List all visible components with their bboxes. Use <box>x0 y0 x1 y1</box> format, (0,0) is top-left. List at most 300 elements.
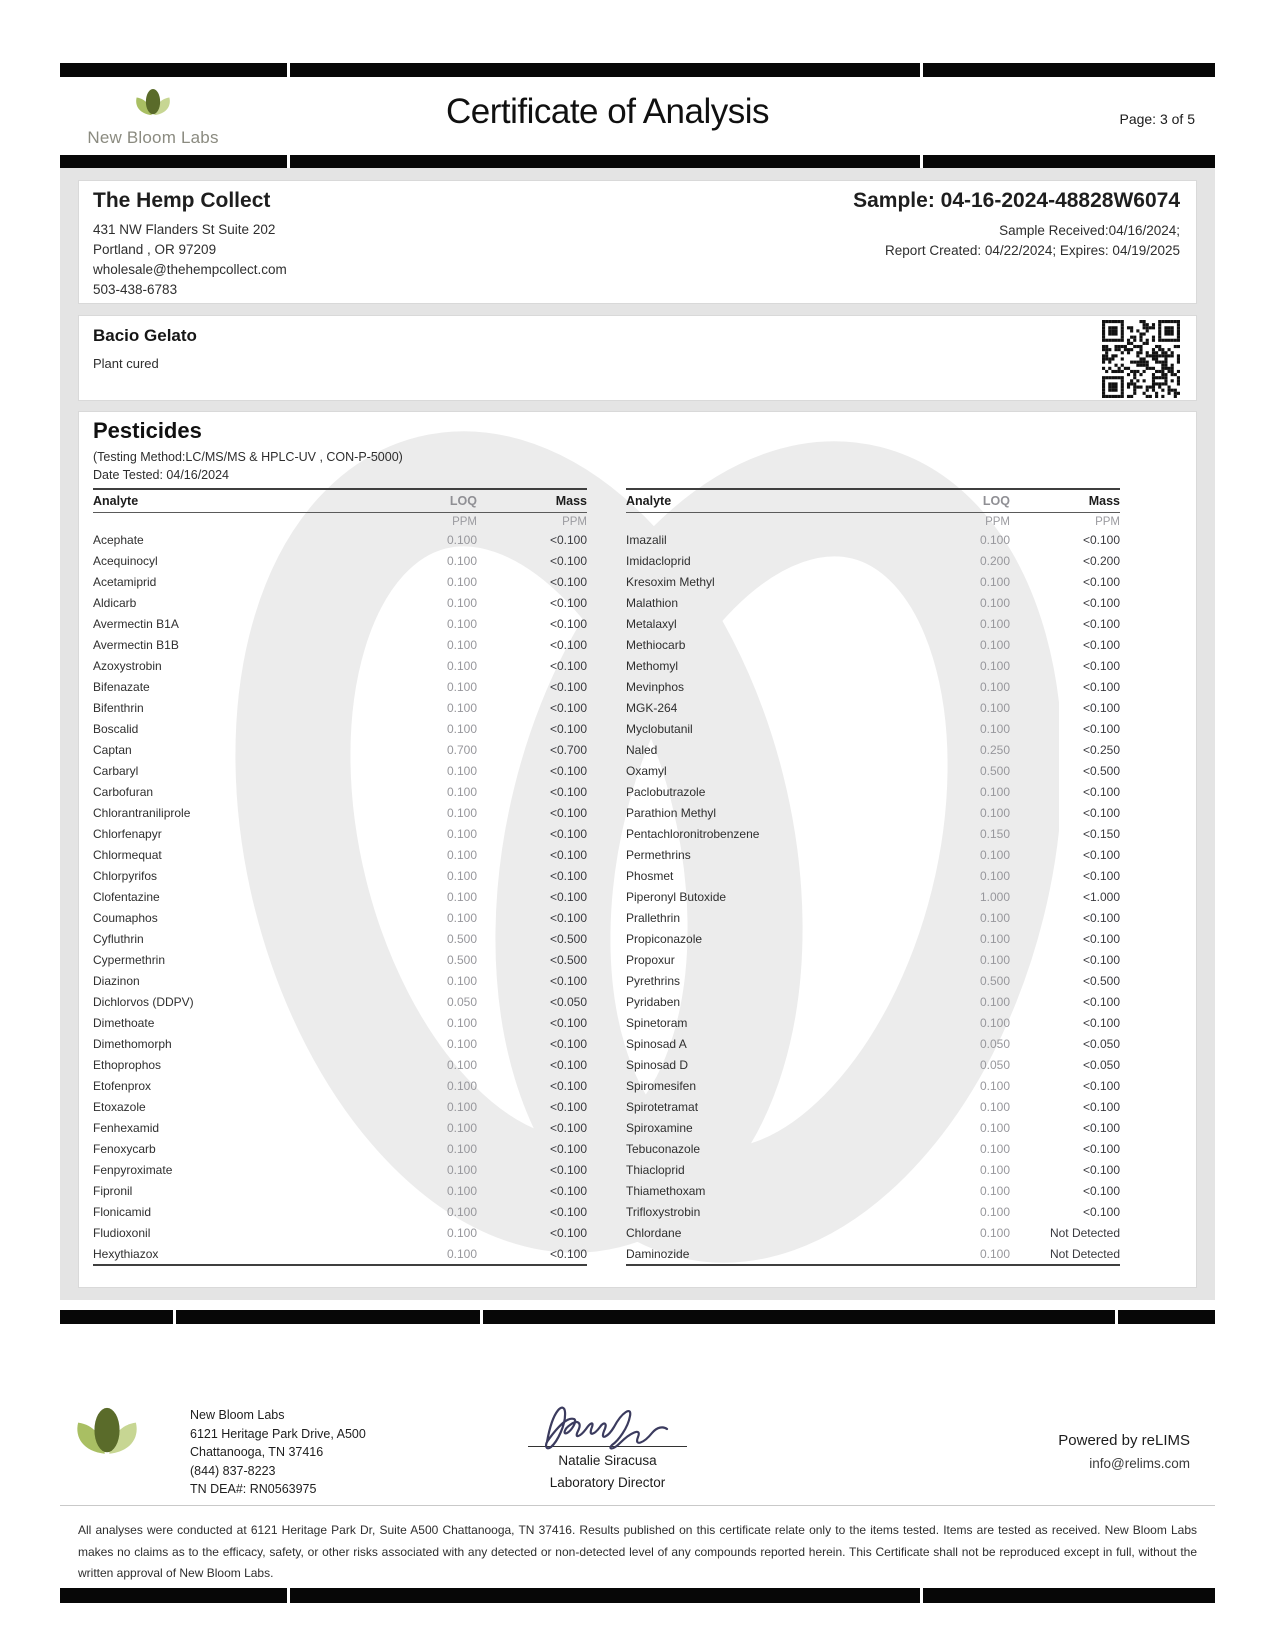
client-sample-card <box>78 180 1197 304</box>
table-row <box>93 739 587 760</box>
mass-cell: <0.100 <box>549 868 587 883</box>
loq-cell: 0.100 <box>446 805 477 820</box>
client-phone: 503-438-6783 <box>93 282 178 297</box>
table-row <box>626 1012 1120 1033</box>
table-row <box>626 550 1120 571</box>
analyte-cell: Spirotetramat <box>626 1099 699 1114</box>
table-row <box>93 1222 587 1243</box>
mass-cell: <0.050 <box>549 994 587 1009</box>
table-row <box>93 1159 587 1180</box>
table-row <box>626 1222 1120 1243</box>
units-row <box>626 513 1120 529</box>
analyte-cell: Azoxystrobin <box>93 658 162 673</box>
loq-cell: 0.100 <box>979 616 1010 631</box>
loq-cell: 0.100 <box>979 1120 1010 1135</box>
loq-cell: 0.100 <box>446 1246 477 1261</box>
client-info <box>93 189 287 300</box>
mass-cell: <0.100 <box>549 1225 587 1240</box>
loq-cell: 0.100 <box>979 1162 1010 1177</box>
table-row <box>93 718 587 739</box>
table-row <box>626 865 1120 886</box>
loq-cell: 0.100 <box>979 1015 1010 1030</box>
table-row <box>93 634 587 655</box>
analyte-cell: Malathion <box>626 595 679 610</box>
analyte-cell: Chlordane <box>626 1225 682 1240</box>
table-row <box>93 802 587 823</box>
analyte-cell: Tebuconazole <box>626 1141 701 1156</box>
analyte-cell: Kresoxim Methyl <box>626 574 715 589</box>
pesticides-table-right <box>626 488 1120 1266</box>
table-row <box>626 676 1120 697</box>
loq-cell: 0.050 <box>979 1057 1010 1072</box>
footer-rule-bar <box>60 1310 1215 1324</box>
analyte-cell: Fenpyroximate <box>93 1162 173 1177</box>
mass-cell: <0.100 <box>1082 721 1120 736</box>
mass-cell: <0.100 <box>549 763 587 778</box>
loq-units-label: PPM <box>452 516 477 528</box>
analyte-cell: Phosmet <box>626 868 674 883</box>
mass-cell: <0.100 <box>549 847 587 862</box>
table-row <box>626 886 1120 907</box>
mass-cell: <0.200 <box>1082 553 1120 568</box>
mass-cell: <0.100 <box>1082 1183 1120 1198</box>
mass-cell: <0.500 <box>1082 973 1120 988</box>
loq-cell: 0.100 <box>979 658 1010 673</box>
mass-cell: <0.150 <box>1082 826 1120 841</box>
lab-phone: (844) 837-8223 <box>190 1463 276 1478</box>
mass-cell: <0.100 <box>1082 1078 1120 1093</box>
table-row <box>626 802 1120 823</box>
client-name: The Hemp Collect <box>93 189 271 212</box>
table-row <box>93 907 587 928</box>
table-row <box>626 697 1120 718</box>
table-row <box>93 991 587 1012</box>
brand-name: New Bloom Labs <box>87 128 219 147</box>
table-row <box>626 1201 1120 1222</box>
analyte-cell: Diazinon <box>93 973 140 988</box>
analyte-cell: Prallethrin <box>626 910 681 925</box>
table-row <box>93 697 587 718</box>
analyte-cell: Piperonyl Butoxide <box>626 889 727 904</box>
loq-cell: 0.100 <box>446 595 477 610</box>
loq-cell: 0.100 <box>446 721 477 736</box>
column-header-mass: Mass <box>1088 494 1120 508</box>
client-email: wholesale@thehempcollect.com <box>93 262 287 277</box>
column-header-loq: LOQ <box>449 494 477 508</box>
table-row <box>626 991 1120 1012</box>
loq-cell: 0.100 <box>979 532 1010 547</box>
loq-cell: 0.100 <box>446 1183 477 1198</box>
mass-cell: <0.100 <box>549 1246 587 1261</box>
loq-cell: 0.100 <box>979 721 1010 736</box>
loq-cell: 0.100 <box>446 889 477 904</box>
analyte-cell: Etoxazole <box>93 1099 146 1114</box>
signature-image <box>533 1398 683 1450</box>
mass-cell: <0.100 <box>549 805 587 820</box>
pesticides-card <box>78 411 1197 1288</box>
analyte-cell: Ethoprophos <box>93 1057 162 1072</box>
analyte-cell: Dichlorvos (DDPV) <box>93 994 194 1009</box>
analyte-cell: Oxamyl <box>626 763 667 778</box>
table-row <box>93 1138 587 1159</box>
loq-cell: 1.000 <box>979 889 1010 904</box>
loq-cell: 0.100 <box>446 1141 477 1156</box>
table-row <box>626 1159 1120 1180</box>
analyte-cell: Avermectin B1A <box>93 616 179 631</box>
mass-cell: <0.250 <box>1082 742 1120 757</box>
mass-cell: <0.100 <box>549 973 587 988</box>
column-header-mass: Mass <box>555 494 587 508</box>
loq-cell: 0.100 <box>446 679 477 694</box>
loq-units-label: PPM <box>985 516 1010 528</box>
loq-cell: 0.100 <box>979 679 1010 694</box>
analyte-cell: Avermectin B1B <box>93 637 179 652</box>
signer-name: Natalie Siracusa <box>558 1453 657 1468</box>
document-title: Certificate of Analysis <box>445 92 770 131</box>
mass-cell: <0.100 <box>549 1015 587 1030</box>
mass-cell: <0.100 <box>549 1099 587 1114</box>
mass-cell: <0.100 <box>549 1057 587 1072</box>
loq-cell: 0.100 <box>979 805 1010 820</box>
mass-cell: <0.100 <box>549 553 587 568</box>
mass-cell: <0.100 <box>1082 658 1120 673</box>
loq-cell: 0.050 <box>446 994 477 1009</box>
loq-cell: 0.500 <box>446 952 477 967</box>
table-row <box>626 529 1120 550</box>
table-row <box>626 844 1120 865</box>
mass-cell: <0.100 <box>1082 994 1120 1009</box>
analyte-cell: Spiromesifen <box>626 1078 697 1093</box>
table-row <box>93 1033 587 1054</box>
analyte-cell: Myclobutanil <box>626 721 693 736</box>
mass-cell: <0.100 <box>549 1036 587 1051</box>
table-row <box>626 592 1120 613</box>
loq-cell: 0.100 <box>979 574 1010 589</box>
loq-cell: 0.150 <box>979 826 1010 841</box>
loq-cell: 0.100 <box>446 1120 477 1135</box>
analyte-cell: Chlormequat <box>93 847 162 862</box>
table-row <box>93 1243 587 1264</box>
sample-card <box>78 315 1197 401</box>
mass-cell: <0.100 <box>1082 1015 1120 1030</box>
loq-cell: 0.100 <box>446 1078 477 1093</box>
analyte-cell: Trifloxystrobin <box>626 1204 701 1219</box>
analyte-cell: Bifenthrin <box>93 700 144 715</box>
loq-cell: 0.100 <box>979 700 1010 715</box>
table-row <box>93 550 587 571</box>
loq-cell: 0.100 <box>446 784 477 799</box>
mass-cell: <0.100 <box>549 1204 587 1219</box>
table-row <box>626 781 1120 802</box>
mass-cell: <0.100 <box>549 1078 587 1093</box>
table-row <box>93 1012 587 1033</box>
loq-cell: 0.200 <box>979 553 1010 568</box>
section-title: Pesticides <box>93 418 202 443</box>
content-region <box>60 168 1215 1300</box>
loq-cell: 0.100 <box>979 637 1010 652</box>
analyte-cell: Acequinocyl <box>93 553 158 568</box>
client-address-line1: 431 NW Flanders St Suite 202 <box>93 222 276 237</box>
table-header <box>93 488 587 513</box>
loq-cell: 0.100 <box>446 973 477 988</box>
loq-cell: 0.500 <box>446 931 477 946</box>
analyte-cell: Dimethomorph <box>93 1036 172 1051</box>
table-row <box>93 655 587 676</box>
results-tables <box>93 488 1120 1266</box>
table-row <box>93 592 587 613</box>
table-row <box>93 1054 587 1075</box>
mass-cell: <0.100 <box>549 721 587 736</box>
analyte-cell: Carbaryl <box>93 763 139 778</box>
lab-dea: TN DEA#: RN0563975 <box>190 1482 317 1496</box>
loq-cell: 0.100 <box>446 1204 477 1219</box>
analyte-cell: Methomyl <box>626 658 679 673</box>
loq-cell: 0.100 <box>446 868 477 883</box>
table-row <box>626 970 1120 991</box>
loq-cell: 0.250 <box>979 742 1010 757</box>
footer-logo-icon <box>70 1392 144 1480</box>
analyte-cell: Etofenprox <box>93 1078 152 1093</box>
table-row <box>93 676 587 697</box>
mass-units-label: PPM <box>1095 516 1120 528</box>
mass-cell: <0.100 <box>1082 1120 1120 1135</box>
loq-cell: 0.100 <box>446 637 477 652</box>
table-row <box>626 634 1120 655</box>
mass-cell: <0.100 <box>1082 1162 1120 1177</box>
analyte-cell: Propiconazole <box>626 931 703 946</box>
mass-cell: Not Detected <box>1049 1246 1120 1261</box>
table-row <box>93 1201 587 1222</box>
mass-cell: <0.100 <box>549 532 587 547</box>
mass-cell: <0.100 <box>549 826 587 841</box>
table-row <box>93 760 587 781</box>
loq-cell: 0.100 <box>446 1162 477 1177</box>
analyte-cell: Methiocarb <box>626 637 686 652</box>
mass-cell: <0.100 <box>549 784 587 799</box>
table-row <box>626 823 1120 844</box>
mass-cell: <0.700 <box>549 742 587 757</box>
analyte-cell: Thiamethoxam <box>626 1183 706 1198</box>
table-row <box>626 1243 1120 1264</box>
table-row <box>93 781 587 802</box>
loq-cell: 0.100 <box>979 1225 1010 1240</box>
table-row <box>626 1180 1120 1201</box>
table-row <box>626 739 1120 760</box>
table-row <box>93 571 587 592</box>
analyte-cell: Cypermethrin <box>93 952 166 967</box>
header-rule-bar <box>60 155 1215 168</box>
footer-divider <box>60 1505 1215 1506</box>
loq-cell: 0.100 <box>979 910 1010 925</box>
table-row <box>93 529 587 550</box>
lab-address-line1: 6121 Heritage Park Drive, A500 <box>190 1426 366 1441</box>
lab-contact-block <box>190 1406 366 1499</box>
bottom-rule-bar <box>60 1588 1215 1603</box>
loq-cell: 0.100 <box>979 994 1010 1009</box>
mass-cell: <0.500 <box>549 931 587 946</box>
loq-cell: 0.100 <box>446 847 477 862</box>
mass-cell: <0.500 <box>1082 763 1120 778</box>
analyte-cell: Cyfluthrin <box>93 931 144 946</box>
mass-cell: <0.100 <box>549 910 587 925</box>
mass-cell: <0.100 <box>549 616 587 631</box>
table-row <box>626 907 1120 928</box>
mass-cell: <0.100 <box>1082 805 1120 820</box>
table-row <box>93 949 587 970</box>
table-header <box>626 488 1120 513</box>
analyte-cell: Coumaphos <box>93 910 158 925</box>
mass-cell: Not Detected <box>1049 1225 1120 1240</box>
analyte-cell: Bifenazate <box>93 679 150 694</box>
mass-cell: <0.100 <box>1082 952 1120 967</box>
analyte-cell: Permethrins <box>626 847 691 862</box>
table-row <box>93 1096 587 1117</box>
sample-meta <box>853 189 1180 261</box>
loq-cell: 0.100 <box>446 1015 477 1030</box>
column-header-loq: LOQ <box>982 494 1010 508</box>
analyte-cell: Pyrethrins <box>626 973 681 988</box>
pesticides-table-left <box>93 488 587 1266</box>
analyte-cell: Carbofuran <box>93 784 154 799</box>
table-row <box>626 760 1120 781</box>
analyte-cell: Dimethoate <box>93 1015 155 1030</box>
analyte-cell: Parathion Methyl <box>626 805 717 820</box>
table-row <box>93 844 587 865</box>
sample-report-dates: Report Created: 04/22/2024; Expires: 04/19/2025 <box>885 243 1180 258</box>
analyte-cell: Acephate <box>93 532 144 547</box>
mass-cell: <0.100 <box>549 1162 587 1177</box>
analyte-cell: Metalaxyl <box>626 616 677 631</box>
analyte-cell: Chlorfenapyr <box>93 826 162 841</box>
analyte-cell: Spiroxamine <box>626 1120 693 1135</box>
testing-method: (Testing Method:LC/MS/MS & HPLC-UV , CON-P-5000) <box>93 450 403 464</box>
table-row <box>93 1117 587 1138</box>
mass-cell: <0.100 <box>549 574 587 589</box>
disclaimer-text: All analyses were conducted at 6121 Heritage Park Dr, Suite A500 Chattanooga, TN 37416. Results published on this certificate relate only to the items tested. Items are tested as received. New Bloom Labs makes no claims as to the efficacy, safety, or other risks associated with any detected or non-detected level of any compounds reported herein. This Certificate shall not be reproduced except in full, without the written approval of New Bloom Labs. <box>78 1523 1197 1580</box>
table-row <box>626 655 1120 676</box>
analyte-cell: Propoxur <box>626 952 675 967</box>
analyte-cell: Acetamiprid <box>93 574 157 589</box>
signer-title: Laboratory Director <box>549 1475 666 1490</box>
loq-cell: 0.100 <box>979 1204 1010 1219</box>
mass-cell: <0.100 <box>549 889 587 904</box>
mass-cell: <0.100 <box>549 1120 587 1135</box>
mass-cell: <0.100 <box>1082 616 1120 631</box>
top-rule-bar <box>60 63 1215 77</box>
loq-cell: 0.100 <box>979 1246 1010 1261</box>
loq-cell: 0.100 <box>979 1141 1010 1156</box>
loq-cell: 0.100 <box>446 910 477 925</box>
loq-cell: 0.100 <box>446 763 477 778</box>
loq-cell: 0.700 <box>446 742 477 757</box>
analyte-cell: Flonicamid <box>93 1204 152 1219</box>
date-tested: Date Tested: 04/16/2024 <box>93 468 229 482</box>
signature-block <box>520 1398 695 1490</box>
loq-cell: 0.100 <box>446 1057 477 1072</box>
loq-cell: 0.500 <box>979 763 1010 778</box>
column-header-analyte: Analyte <box>93 494 139 508</box>
analyte-cell: Daminozide <box>626 1246 690 1261</box>
sample-received: Sample Received:04/16/2024; <box>999 223 1180 238</box>
mass-cell: <0.100 <box>1082 574 1120 589</box>
loq-cell: 0.100 <box>446 1036 477 1051</box>
units-row <box>93 513 587 529</box>
analyte-cell: Thiacloprid <box>626 1162 685 1177</box>
sample-type: Plant cured <box>93 356 159 371</box>
mass-cell: <0.100 <box>1082 1141 1120 1156</box>
mass-cell: <0.100 <box>1082 679 1120 694</box>
table-row <box>93 613 587 634</box>
loq-cell: 0.100 <box>446 1099 477 1114</box>
mass-cell: <0.050 <box>1082 1036 1120 1051</box>
analyte-cell: Fludioxonil <box>93 1225 151 1240</box>
analyte-cell: Aldicarb <box>93 595 137 610</box>
mass-cell: <0.100 <box>549 679 587 694</box>
loq-cell: 0.100 <box>979 868 1010 883</box>
analyte-cell: Pyridaben <box>626 994 681 1009</box>
loq-cell: 0.100 <box>979 952 1010 967</box>
sample-name: Bacio Gelato <box>93 326 197 345</box>
mass-cell: <0.100 <box>549 595 587 610</box>
table-row <box>93 865 587 886</box>
analyte-cell: Imazalil <box>626 532 667 547</box>
lab-name: New Bloom Labs <box>190 1408 285 1422</box>
analyte-cell: Naled <box>626 742 658 757</box>
table-row <box>93 1180 587 1201</box>
loq-cell: 0.100 <box>979 931 1010 946</box>
mass-cell: <0.100 <box>1082 784 1120 799</box>
loq-cell: 0.100 <box>446 553 477 568</box>
mass-cell: <0.100 <box>549 700 587 715</box>
table-row <box>626 571 1120 592</box>
table-row <box>626 1054 1120 1075</box>
analyte-cell: Spinosad D <box>626 1057 689 1072</box>
mass-cell: <1.000 <box>1082 889 1120 904</box>
mass-cell: <0.050 <box>1082 1057 1120 1072</box>
analyte-cell: Spinetoram <box>626 1015 688 1030</box>
table-row <box>626 928 1120 949</box>
powered-by-block <box>1058 1432 1190 1471</box>
analyte-cell: Boscalid <box>93 721 139 736</box>
powered-email: info@relims.com <box>1089 1456 1190 1471</box>
table-row <box>626 1138 1120 1159</box>
table-row <box>93 1075 587 1096</box>
mass-cell: <0.100 <box>1082 637 1120 652</box>
mass-cell: <0.100 <box>549 637 587 652</box>
loq-cell: 0.100 <box>446 574 477 589</box>
loq-cell: 0.100 <box>979 1099 1010 1114</box>
sample-id: Sample: 04-16-2024-48828W6074 <box>853 189 1180 212</box>
powered-by: Powered by reLIMS <box>1058 1432 1190 1449</box>
loq-cell: 0.100 <box>446 532 477 547</box>
qr-code <box>1102 320 1180 398</box>
loq-cell: 0.100 <box>979 784 1010 799</box>
mass-cell: <0.100 <box>1082 1204 1120 1219</box>
mass-cell: <0.100 <box>1082 700 1120 715</box>
analyte-cell: Chlorantraniliprole <box>93 805 191 820</box>
mass-cell: <0.100 <box>549 658 587 673</box>
analyte-cell: Fenhexamid <box>93 1120 160 1135</box>
loq-cell: 0.100 <box>979 1078 1010 1093</box>
mass-cell: <0.100 <box>1082 931 1120 946</box>
mass-cell: <0.100 <box>1082 595 1120 610</box>
mass-cell: <0.100 <box>1082 910 1120 925</box>
table-row <box>626 1075 1120 1096</box>
table-row <box>626 1117 1120 1138</box>
lab-address-line2: Chattanooga, TN 37416 <box>190 1445 324 1459</box>
analyte-cell: Hexythiazox <box>93 1246 159 1261</box>
analyte-cell: Captan <box>93 742 132 757</box>
